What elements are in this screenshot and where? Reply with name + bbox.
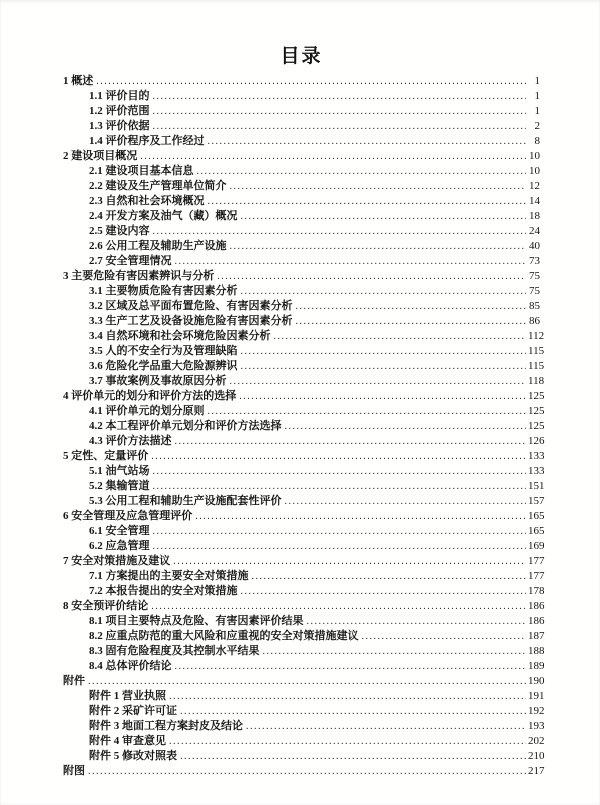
toc-leader-dots (296, 314, 527, 329)
toc-entry-label: 3.3 生产工艺及设备设施危险有害因素分析 (89, 315, 293, 327)
toc-entry-page: 169 (528, 540, 545, 552)
toc-entry-label: 3.2 区域及总平面布置危险、有害因素分析 (89, 300, 293, 312)
toc-leader-dots (208, 134, 527, 149)
toc-entry[interactable] (63, 674, 545, 689)
toc-leader-dots (175, 659, 527, 674)
toc-entry-label: 2.1 建设项目基本信息 (89, 165, 194, 177)
toc-entry[interactable] (63, 164, 540, 179)
toc-leader-dots (239, 389, 526, 404)
toc-leader-dots (153, 524, 527, 539)
toc-entry-page: 10 (529, 150, 540, 162)
toc-leader-dots (173, 554, 526, 569)
toc-leader-dots (217, 269, 526, 284)
toc-leader-dots (241, 209, 527, 224)
toc-entry-label: 7 安全对策措施及建议 (63, 555, 171, 567)
toc-entry[interactable] (63, 704, 545, 719)
toc-leader-dots (296, 299, 527, 314)
toc-entry[interactable] (63, 464, 545, 479)
toc-entry-label: 8.4 总体评价结论 (89, 660, 172, 672)
toc-entry[interactable] (63, 134, 540, 149)
toc-entry-page: 18 (529, 210, 540, 222)
toc-entry[interactable] (63, 509, 545, 524)
toc-entry[interactable] (63, 554, 545, 569)
toc-entry[interactable] (63, 239, 540, 254)
page-title: 目录 (280, 46, 323, 67)
toc-entry[interactable] (63, 419, 545, 434)
toc-entry-label: 4.1 评价单元的划分原则 (89, 405, 205, 417)
toc-leader-dots (208, 404, 527, 419)
toc-entry-label: 3.5 人的不安全行为及管理缺陷 (89, 345, 238, 357)
toc-list (63, 74, 545, 779)
toc-entry-page: 192 (528, 705, 545, 717)
toc-entry-page: 24 (529, 225, 540, 237)
toc-leader-dots (180, 704, 526, 719)
toc-entry-page: 186 (528, 600, 545, 612)
toc-entry[interactable] (63, 569, 545, 584)
toc-entry-label: 6.2 应急管理 (89, 540, 150, 552)
toc-leader-dots (96, 74, 526, 89)
toc-entry-page: 125 (528, 405, 545, 417)
toc-entry-label: 5.3 公用工程和辅助生产设施配套性评价 (89, 495, 282, 507)
toc-entry-label: 附件 3 地面工程方案封皮及结论 (89, 720, 243, 732)
toc-leader-dots (195, 509, 526, 524)
toc-entry-page: 187 (528, 630, 545, 642)
toc-entry-page: 151 (528, 480, 545, 492)
toc-leader-dots (140, 149, 526, 164)
toc-entry-label: 8.3 固有危险程度及其控制水平结果 (89, 645, 260, 657)
toc-entry-label: 2 建设项目概况 (63, 150, 138, 162)
toc-entry[interactable] (63, 524, 545, 539)
toc-entry[interactable] (63, 329, 545, 344)
toc-leader-dots (230, 239, 527, 254)
toc-leader-dots (88, 764, 526, 779)
toc-leader-dots (175, 434, 527, 449)
toc-entry[interactable] (63, 449, 545, 464)
toc-leader-dots (230, 179, 527, 194)
toc-entry-label: 7.1 方案提出的主要安全对策措施 (89, 570, 249, 582)
toc-leader-dots (169, 734, 526, 749)
toc-entry-page: 75 (529, 285, 540, 297)
toc-leader-dots (197, 164, 527, 179)
toc-entry-page: 202 (528, 735, 545, 747)
toc-entry-page: 86 (529, 315, 540, 327)
toc-entry-page: 188 (528, 645, 545, 657)
toc-entry-label: 8 安全预评价结论 (63, 600, 149, 612)
toc-entry-label: 2.2 建设及生产管理单位简介 (89, 180, 227, 192)
toc-entry[interactable] (63, 734, 545, 749)
toc-entry[interactable] (63, 254, 540, 269)
toc-entry[interactable] (63, 359, 545, 374)
toc-leader-dots (208, 194, 527, 209)
toc-entry-page: 115 (528, 360, 545, 372)
toc-entry-page: 191 (528, 690, 545, 702)
toc-entry[interactable] (63, 314, 540, 329)
toc-entry-page: 8 (534, 135, 540, 147)
toc-entry-label: 2.5 建设内容 (89, 225, 150, 237)
toc-entry-page: 186 (528, 615, 545, 627)
toc-entry[interactable] (63, 749, 545, 764)
toc-entry-page: 10 (529, 165, 540, 177)
toc-entry[interactable] (63, 89, 540, 104)
toc-leader-dots (274, 329, 527, 344)
toc-entry-label: 3 主要危险有害因素辨识与分析 (63, 270, 215, 282)
toc-entry-label: 6 安全管理及应急管理评价 (63, 510, 193, 522)
toc-leader-dots (230, 374, 527, 389)
toc-entry-label: 3.1 主要物质危险有害因素分析 (89, 285, 238, 297)
toc-entry-page: 126 (528, 435, 545, 447)
toc-leader-dots (246, 719, 526, 734)
toc-entry-page: 125 (528, 390, 545, 402)
toc-entry[interactable] (63, 194, 540, 209)
toc-entry-page: 115 (528, 345, 545, 357)
toc-entry[interactable] (63, 764, 545, 779)
toc-leader-dots (241, 344, 527, 359)
toc-entry[interactable] (63, 494, 545, 509)
toc-entry-label: 8.2 应重点防范的重大风险和应重视的安全对策措施建议 (89, 630, 359, 642)
toc-entry-page: 189 (528, 660, 545, 672)
toc-entry-label: 2.7 安全管理情况 (89, 255, 172, 267)
toc-entry-label: 附件 (63, 675, 85, 687)
toc-entry-label: 6.1 安全管理 (89, 525, 150, 537)
toc-leader-dots (362, 629, 527, 644)
toc-entry-label: 附件 4 审查意见 (89, 735, 166, 747)
toc-leader-dots (153, 224, 527, 239)
toc-entry-label: 2.6 公用工程及辅助生产设施 (89, 240, 227, 252)
toc-entry-page: 1 (534, 75, 540, 87)
toc-entry-label: 1.3 评价依据 (89, 120, 150, 132)
toc-entry-page: 75 (529, 270, 540, 282)
toc-entry[interactable] (63, 269, 540, 284)
toc-entry[interactable] (63, 689, 545, 704)
toc-leader-dots (153, 119, 527, 134)
toc-entry-label: 附件 5 修改对照表 (89, 750, 177, 762)
toc-entry-label: 2.4 开发方案及油气（藏）概况 (89, 210, 238, 222)
toc-entry-label: 3.7 事故案例及事故原因分析 (89, 375, 227, 387)
toc-entry-label: 5.1 油气站场 (89, 465, 150, 477)
toc-entry-label: 1.1 评价目的 (89, 90, 150, 102)
toc-entry-label: 附件 1 营业执照 (89, 690, 166, 702)
toc-leader-dots (307, 614, 527, 629)
toc-leader-dots (153, 464, 527, 479)
toc-entry[interactable] (63, 539, 545, 554)
toc-leader-dots (151, 599, 526, 614)
toc-leader-dots (169, 689, 526, 704)
toc-leader-dots (252, 569, 527, 584)
toc-entry-page: 2 (534, 120, 540, 132)
toc-leader-dots (153, 539, 527, 554)
toc-entry[interactable] (63, 284, 540, 299)
toc-entry-page: 178 (528, 585, 545, 597)
toc-entry-label: 3.6 危险化学品重大危险源辨识 (89, 360, 238, 372)
toc-leader-dots (88, 674, 526, 689)
toc-entry-page: 193 (528, 720, 545, 732)
toc-entry-page: 177 (528, 555, 545, 567)
toc-entry[interactable] (63, 209, 540, 224)
toc-entry-page: 85 (529, 300, 540, 312)
toc-entry[interactable] (63, 599, 545, 614)
toc-entry-page: 190 (528, 675, 545, 687)
toc-entry-label: 1.4 评价程序及工作经过 (89, 135, 205, 147)
toc-entry-page: 210 (528, 750, 545, 762)
toc-entry[interactable] (63, 404, 545, 419)
toc-leader-dots (175, 254, 527, 269)
toc-entry-label: 3.4 自然环境和社会环境危险因素分析 (89, 330, 271, 342)
toc-entry[interactable] (63, 584, 545, 599)
toc-leader-dots (153, 104, 527, 119)
toc-entry-page: 40 (529, 240, 540, 252)
toc-entry[interactable] (63, 299, 540, 314)
toc-entry[interactable] (63, 374, 545, 389)
toc-entry[interactable] (63, 119, 540, 134)
toc-entry[interactable] (63, 479, 545, 494)
toc-entry[interactable] (63, 344, 545, 359)
toc-entry[interactable] (63, 179, 540, 194)
toc-entry-page: 125 (528, 420, 545, 432)
toc-leader-dots (151, 449, 526, 464)
toc-entry[interactable] (63, 389, 545, 404)
toc-entry-label: 5 定性、定量评价 (63, 450, 149, 462)
toc-entry-label: 5.2 集输管道 (89, 480, 150, 492)
toc-entry-label: 附图 (63, 765, 85, 777)
toc-leader-dots (241, 584, 527, 599)
toc-entry[interactable] (63, 719, 545, 734)
toc-entry-label: 8.1 项目主要特点及危险、有害因素评价结果 (89, 615, 304, 627)
toc-entry[interactable] (63, 614, 545, 629)
toc-leader-dots (241, 284, 527, 299)
toc-entry[interactable] (63, 434, 545, 449)
toc-entry[interactable] (63, 74, 540, 89)
toc-entry-page: 112 (528, 330, 545, 342)
toc-entry-page: 165 (528, 525, 545, 537)
toc-entry-label: 2.3 自然和社会环境概况 (89, 195, 205, 207)
toc-entry-page: 177 (528, 570, 545, 582)
toc-leader-dots (153, 89, 527, 104)
toc-entry-label: 7.2 本报告提出的安全对策措施 (89, 585, 238, 597)
toc-leader-dots (241, 359, 527, 374)
toc-entry-label: 1 概述 (63, 75, 94, 87)
toc-entry-page: 1 (534, 90, 540, 102)
toc-entry[interactable] (63, 149, 540, 164)
toc-entry-page: 133 (528, 450, 545, 462)
toc-entry[interactable] (63, 659, 545, 674)
toc-entry-page: 133 (528, 465, 545, 477)
toc-entry-label: 4.3 评价方法描述 (89, 435, 172, 447)
toc-leader-dots (285, 494, 527, 509)
toc-entry-page: 157 (528, 495, 545, 507)
toc-entry-page: 217 (528, 765, 545, 777)
toc-entry-label: 4 评价单元的划分和评价方法的选择 (63, 390, 237, 402)
toc-entry[interactable] (63, 104, 540, 119)
toc-entry-label: 附件 2 采矿许可证 (89, 705, 177, 717)
toc-entry-page: 12 (529, 180, 540, 192)
toc-entry-page: 165 (528, 510, 545, 522)
toc-entry-page: 73 (529, 255, 540, 267)
toc-entry-page: 1 (534, 105, 540, 117)
toc-entry-page: 14 (529, 195, 540, 207)
toc-entry[interactable] (63, 629, 545, 644)
toc-entry-page: 118 (528, 375, 545, 387)
toc-leader-dots (153, 479, 527, 494)
toc-leader-dots (285, 419, 527, 434)
toc-entry[interactable] (63, 644, 545, 659)
toc-leader-dots (263, 644, 527, 659)
toc-entry-label: 1.2 评价范围 (89, 105, 150, 117)
toc-leader-dots (180, 749, 526, 764)
toc-entry-label: 4.2 本工程评价单元划分和评价方法选择 (89, 420, 282, 432)
toc-entry[interactable] (63, 224, 540, 239)
